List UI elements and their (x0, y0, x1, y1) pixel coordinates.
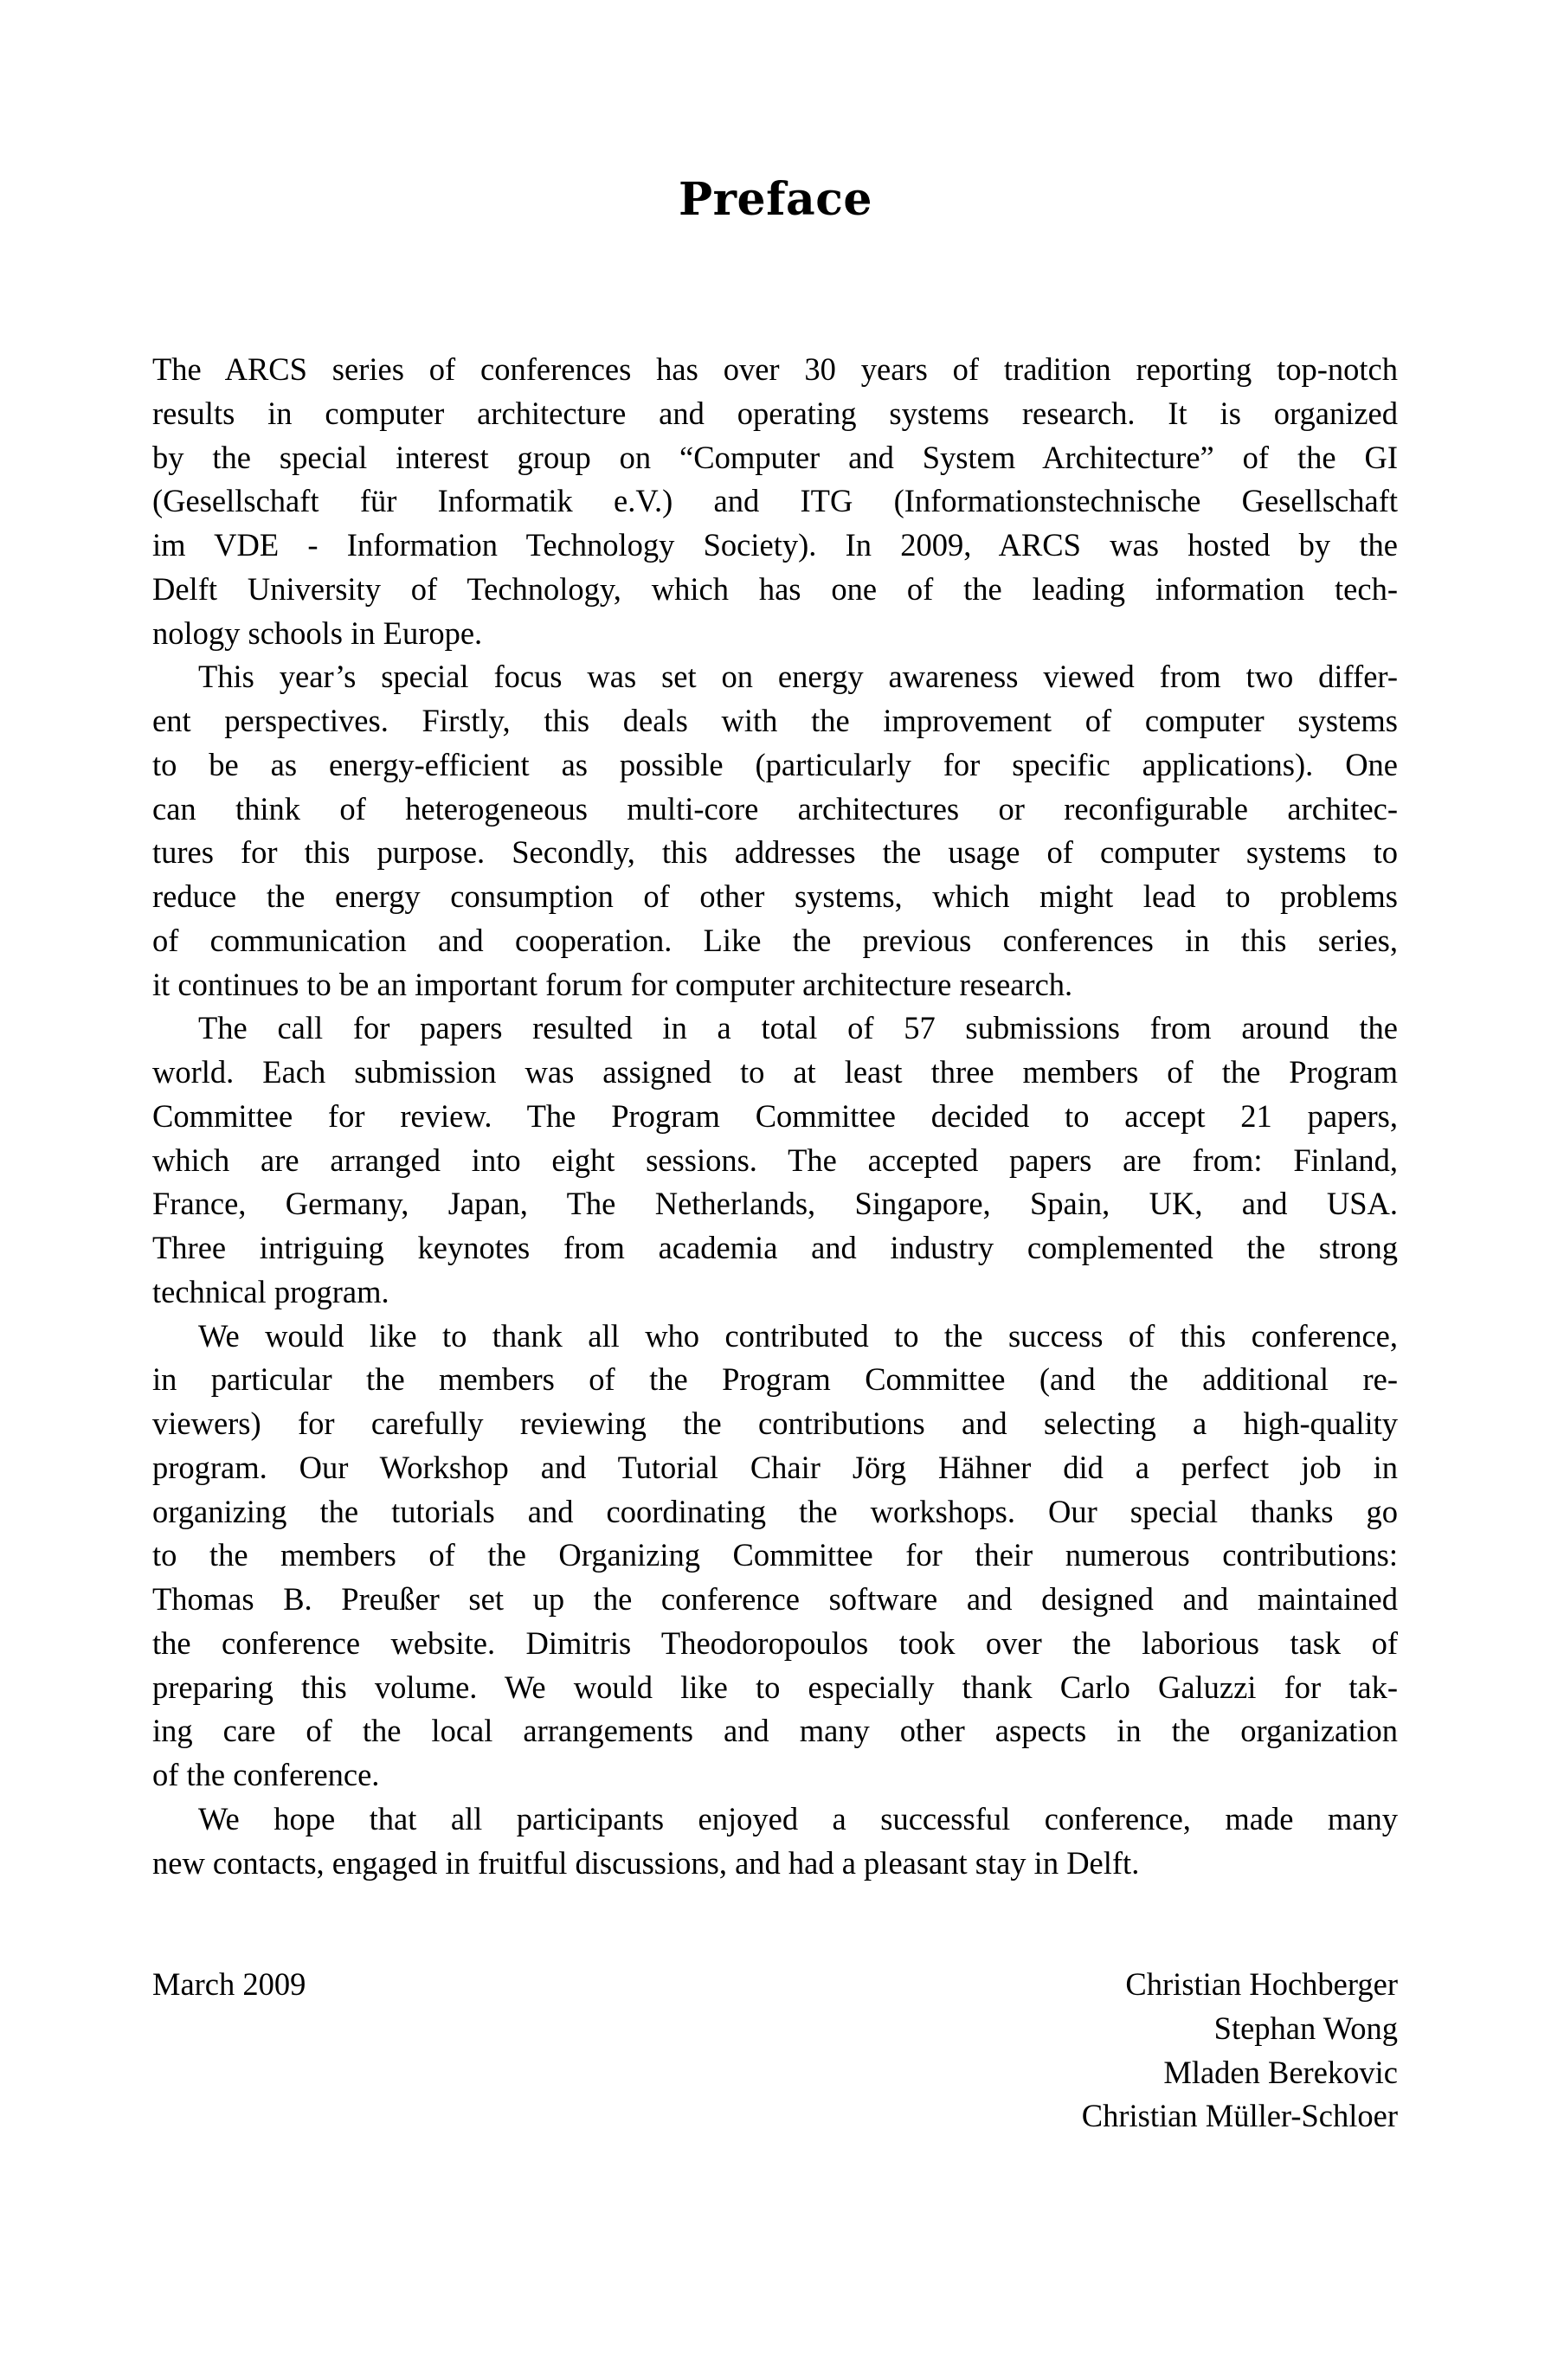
text-line: ing care of the local arrangements and many other aspects in the organization (152, 1713, 1398, 1749)
text-line: which are arranged into eight sessions. The accepted papers are from: Finland, (152, 1142, 1398, 1178)
text-line: im VDE - Information Technology Society). In 2009, ARCS was hosted by the (152, 527, 1398, 563)
text-line: technical program. (152, 1273, 389, 1309)
text-line: to the members of the Organizing Committee for their numerous contributions: (152, 1537, 1398, 1573)
text-line: (Gesellschaft für Informatik e.V.) and ITG (Informationstechnische Gesellschaft (152, 483, 1398, 519)
paragraph (152, 348, 1398, 655)
text-line: in particular the members of the Program Committee (and the additional re- (152, 1361, 1398, 1398)
text-line: The ARCS series of conferences has over 30 years of tradition reporting top-notch (152, 351, 1398, 387)
text-line: Three intriguing keynotes from academia and industry complemented the strong (152, 1230, 1398, 1265)
text-line: We would like to thank all who contributed to the success of this conference, (198, 1317, 1398, 1354)
text-line: nology schools in Europe. (152, 614, 483, 651)
paragraph (152, 655, 1398, 1007)
paragraph (152, 1798, 1398, 1886)
text-line: reduce the energy consumption of other systems, which might lead to problems (152, 878, 1398, 914)
text-line: Committee for review. The Program Committee decided to accept 21 papers, (152, 1097, 1398, 1134)
author-name: Mladen Berekovic (1163, 2054, 1398, 2090)
text-line: world. Each submission was assigned to at least three members of the Program (152, 1054, 1398, 1090)
paragraph (152, 1315, 1398, 1798)
author-name: Stephan Wong (1213, 2010, 1398, 2046)
text-line: of the conference. (152, 1757, 380, 1792)
text-line: This year’s special focus was set on energy awareness viewed from two differ- (198, 659, 1398, 695)
text-line: Delft University of Technology, which has one of the leading information tech- (152, 570, 1398, 607)
text-line: tures for this purpose. Secondly, this addresses the usage of computer systems to (152, 834, 1398, 871)
preface-date: March 2009 (152, 1966, 306, 2002)
author-list (1082, 1963, 1398, 2139)
text-line: viewers) for carefully reviewing the contributions and selecting a high-quality (152, 1405, 1398, 1441)
text-line: France, Germany, Japan, The Netherlands, Singapore, Spain, UK, and USA. (152, 1186, 1398, 1222)
text-line: We hope that all participants enjoyed a successful conference, made many (198, 1800, 1398, 1836)
text-line: preparing this volume. We would like to especially thank Carlo Galuzzi for tak- (152, 1669, 1398, 1705)
text-line: program. Our Workshop and Tutorial Chair Jörg Hähner did a perfect job in (152, 1449, 1398, 1485)
paragraph (152, 1007, 1398, 1314)
text-line: ent perspectives. Firstly, this deals with the improvement of computer systems (152, 703, 1398, 738)
text-line: Thomas B. Preußer set up the conference software and designed and maintained (152, 1581, 1398, 1617)
text-line: to be as energy-efficient as possible (particularly for specific applications). One (152, 746, 1398, 782)
author-name: Christian Hochberger (1125, 1966, 1398, 2002)
text-line: the conference website. Dimitris Theodoropoulos took over the laborious task of (152, 1624, 1398, 1661)
preface-body (152, 348, 1398, 1885)
text-line: it continues to be an important forum for computer architecture research. (152, 966, 1073, 1002)
text-line: by the special interest group on “Computer and System Architecture” of the GI (152, 439, 1398, 475)
text-line: new contacts, engaged in fruitful discussions, and had a pleasant stay in Delft. (152, 1844, 1140, 1881)
text-line: of communication and cooperation. Like the previous conferences in this series, (152, 922, 1398, 958)
author-name: Christian Müller-Schloer (1081, 2098, 1398, 2134)
page-title: Preface (679, 173, 872, 226)
text-line: The call for papers resulted in a total of 57 submissions from around the (198, 1010, 1398, 1046)
text-line: can think of heterogeneous multi-core architectures or reconfigurable architec- (152, 790, 1398, 827)
text-line: results in computer architecture and operating systems research. It is organized (152, 395, 1398, 431)
text-line: organizing the tutorials and coordinating the workshops. Our special thanks go (152, 1493, 1398, 1529)
